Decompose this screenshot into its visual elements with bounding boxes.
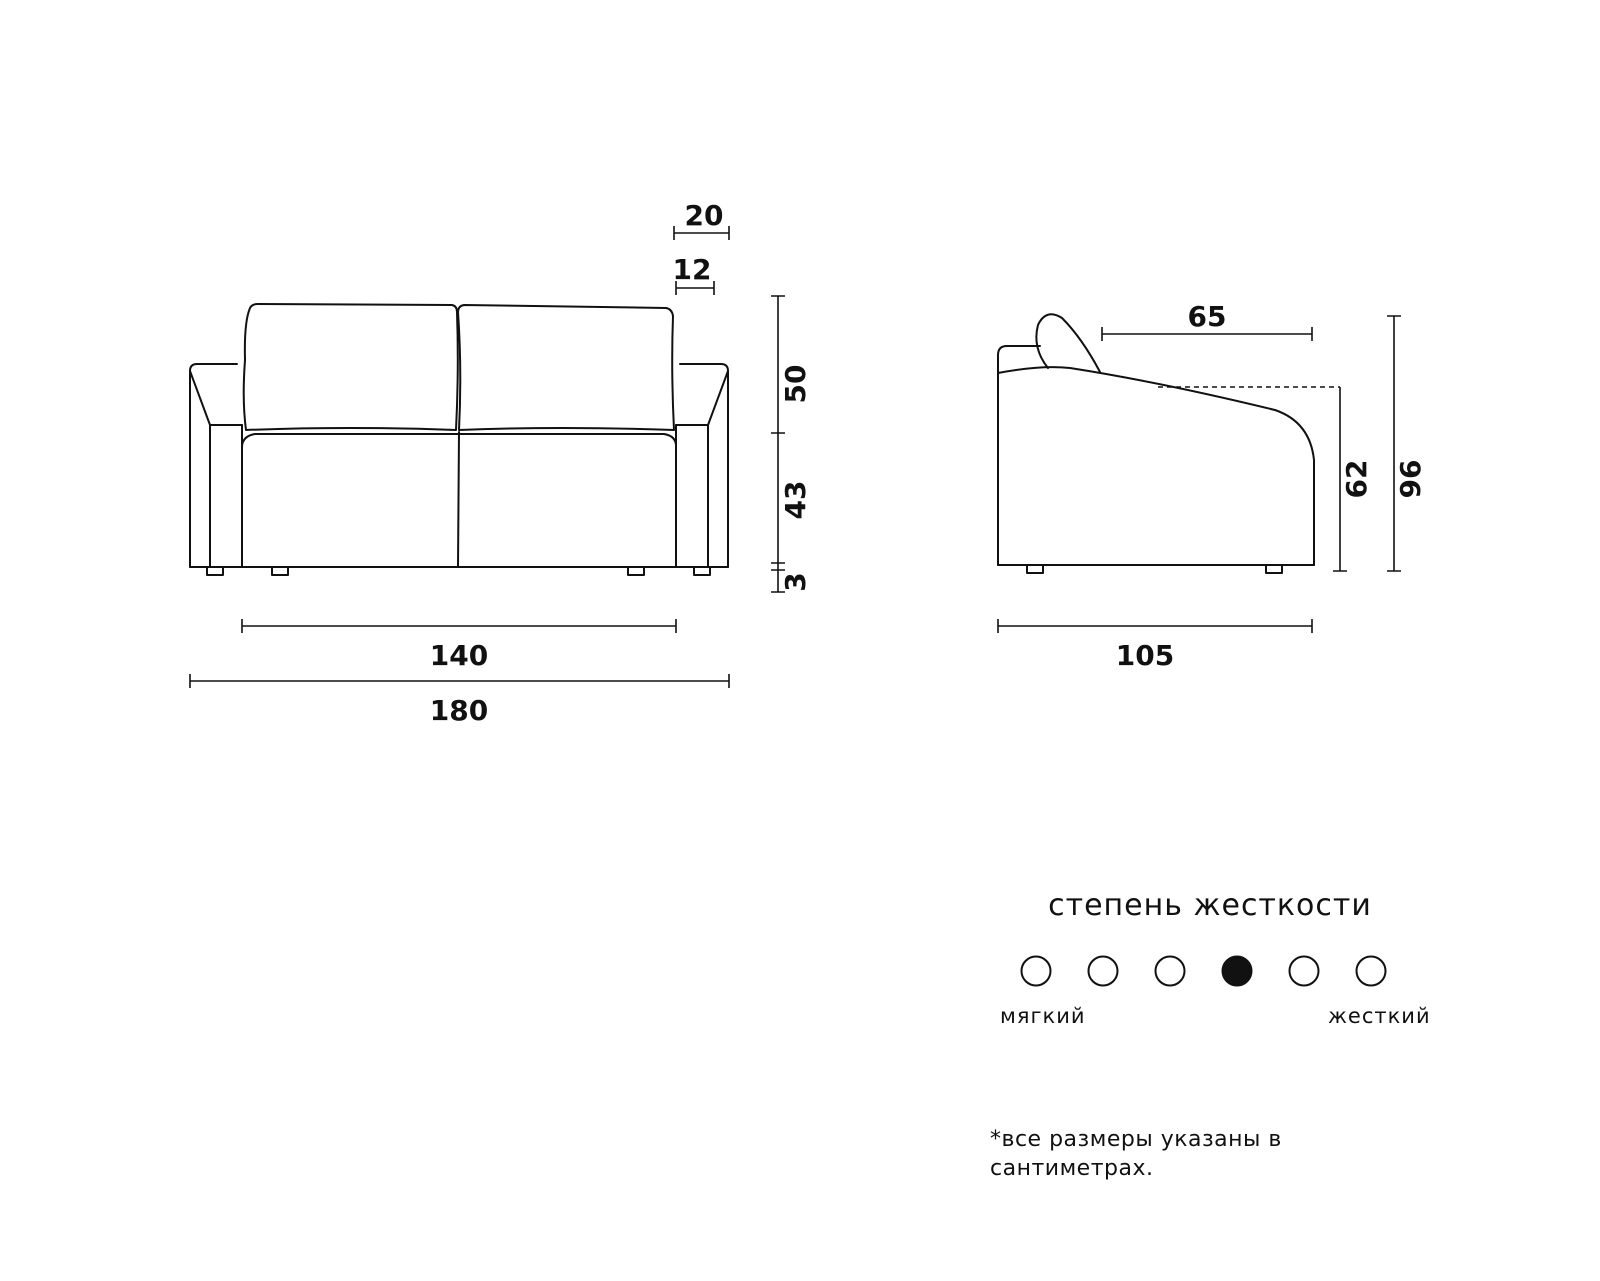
firmness-dot: [1022, 957, 1051, 986]
firmness-dot: [1089, 957, 1118, 986]
firmness-dot: [1357, 957, 1386, 986]
firmness-min-label: мягкий: [1000, 1004, 1086, 1028]
dim-seat-depth: 65: [1187, 300, 1227, 333]
firmness-dot: [1290, 957, 1319, 986]
dim-total-depth: 105: [1115, 639, 1175, 672]
dim-back-height: 50: [779, 364, 812, 404]
firmness-dot: [1156, 957, 1185, 986]
firmness-dot-selected: [1223, 957, 1252, 986]
dim-seat-width: 140: [429, 639, 489, 672]
firmness-max-label: жесткий: [1328, 1004, 1431, 1028]
units-note: *все размеры указаны в сантиметрах.: [990, 1127, 1282, 1181]
dim-total-height: 96: [1394, 459, 1427, 499]
dim-seat-height: 43: [779, 480, 812, 520]
firmness-title: степень жесткости: [1048, 888, 1372, 923]
dim-backrest-depth: 20: [684, 199, 724, 232]
front-dimension-lines: [190, 226, 785, 688]
dim-leg-height: 3: [779, 572, 812, 592]
dim-total-width: 180: [429, 694, 489, 727]
sofa-front-view: [190, 304, 728, 575]
firmness-scale: [1022, 957, 1386, 986]
dim-arm-height: 62: [1340, 459, 1373, 499]
dim-arm-inset: 12: [672, 253, 712, 286]
sofa-side-view: [998, 314, 1340, 573]
